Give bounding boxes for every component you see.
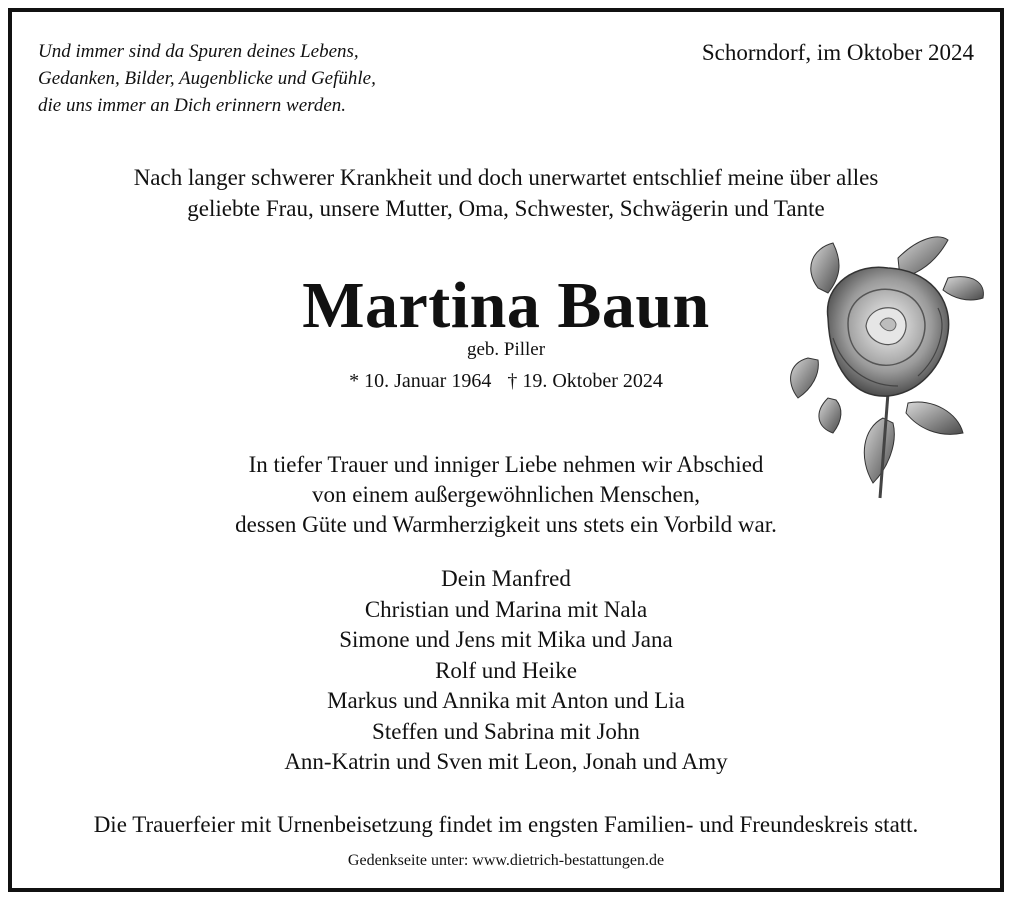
family-line: Steffen und Sabrina mit John: [372, 718, 640, 744]
poem-line: Gedanken, Bilder, Augenblicke und Gefühle,: [38, 68, 376, 89]
memorial-page-link: Gedenkseite unter: www.dietrich-bestattungen.de: [347, 852, 665, 869]
place-date: Schorndorf, im Oktober 2024: [701, 40, 974, 65]
family-line: Ann-Katrin und Sven mit Leon, Jonah und Amy: [284, 749, 728, 774]
intro-text: [0, 162, 1012, 224]
farewell-text: [0, 450, 1012, 540]
family-list: [0, 564, 1012, 778]
poem-line: Und immer sind da Spuren deines Lebens,: [38, 41, 359, 62]
death-date: † 19. Oktober 2024: [507, 370, 663, 392]
intro-line: geliebte Frau, unsere Mutter, Oma, Schwester, Schwägerin und Tante: [187, 196, 825, 221]
family-line: Dein Manfred: [441, 566, 571, 591]
farewell-line: dessen Güte und Warmherzigkeit uns stets ein Vorbild war.: [235, 512, 777, 537]
family-line: Markus und Annika mit Anton und Lia: [327, 688, 685, 713]
intro-line: Nach langer schwerer Krankheit und doch unerwartet entschlief meine über alles: [133, 165, 879, 190]
farewell-line: von einem außergewöhnlichen Menschen,: [312, 482, 700, 507]
farewell-line: In tiefer Trauer und inniger Liebe nehmen wir Abschied: [248, 452, 764, 477]
family-line: Christian und Marina mit Nala: [364, 596, 648, 622]
birth-date: * 10. Januar 1964: [349, 370, 492, 392]
service-note: Die Trauerfeier mit Urnenbeisetzung findet im engsten Familien- und Freundeskreis statt.: [93, 812, 919, 837]
poem: [38, 38, 376, 119]
birth-name: geb. Piller: [466, 339, 546, 360]
family-line: Simone und Jens mit Mika und Jana: [339, 627, 673, 652]
deceased-name: Martina Baun: [302, 269, 710, 342]
poem-line: die uns immer an Dich erinnern werden.: [38, 95, 346, 116]
family-line: Rolf und Heike: [435, 657, 577, 683]
